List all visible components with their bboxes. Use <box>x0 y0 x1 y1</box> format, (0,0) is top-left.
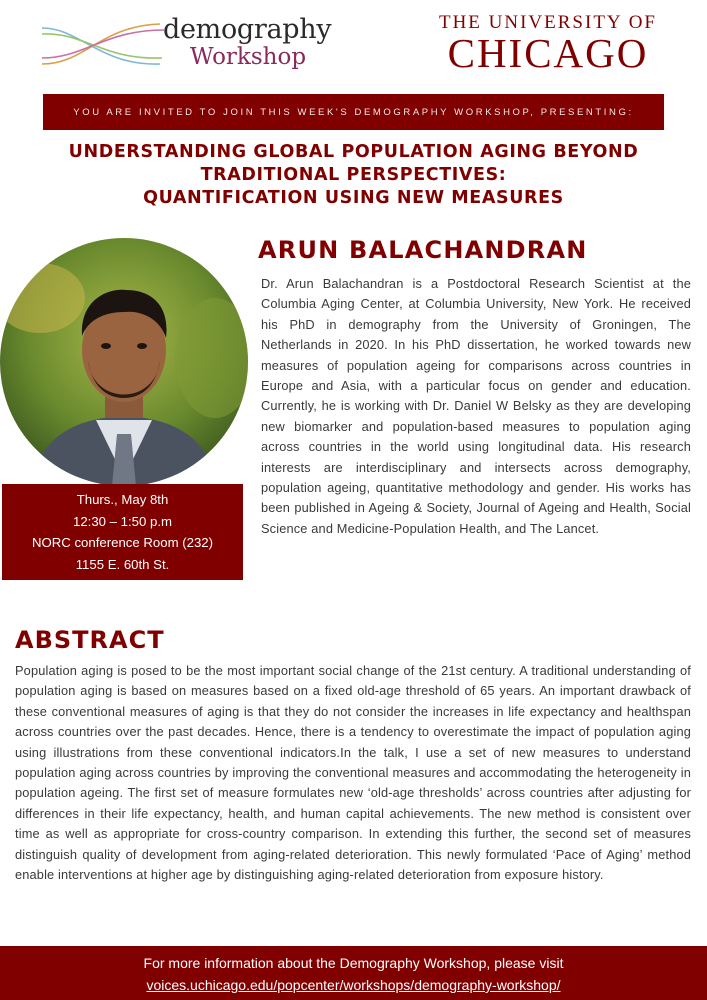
university-line2: CHICAGO <box>447 30 649 76</box>
invite-banner: YOU ARE INVITED TO JOIN THIS WEEK'S DEMOGRAPHY WORKSHOP, PRESENTING: <box>43 94 664 130</box>
demography-workshop-logo <box>40 10 332 72</box>
talk-title-line: TRADITIONAL PERSPECTIVES: <box>200 165 507 185</box>
event-date: Thurs., May 8th <box>76 492 169 507</box>
event-address: 1155 E. 60th St. <box>75 556 170 572</box>
speaker-photo <box>0 238 248 486</box>
event-details <box>2 484 243 580</box>
talk-title-line: QUANTIFICATION USING NEW MEASURES <box>143 188 564 208</box>
speaker-bio: Dr. Arun Balachandran is a Postdoctoral Research Scientist at the Columbia Aging Center, at Columbia University, New York. He received his PhD in demography from the University of Groningen, The Netherlands in 2020. In his PhD dissertation, he worked towards new measures of population ageing for comparisons across countries in Europe and Asia, with a particular focus on gender and education. Currently, he is working with Dr. Daniel W Belsky as they are developing new biomarker and population-based measures to population aging across countries in the world using longitudinal data. His research interests are interdisciplinary and intersects across demography, population ageing, quantitative methodology and gender. His works has been published in Ageing & Society, Journal of Ageing and Health, Social Science and Medicine-Population Health, and The Lancet. <box>261 276 691 536</box>
university-logo <box>438 12 657 76</box>
logo-curves-icon <box>40 14 170 70</box>
talk-title <box>40 141 667 210</box>
workshop-link[interactable]: voices.uchicago.edu/popcenter/workshops/demography-workshop/ <box>146 977 561 993</box>
footer-text: For more information about the Demography Workshop, please visit <box>143 955 564 971</box>
event-room: NORC conference Room (232) <box>31 535 214 550</box>
speaker-name: ARUN BALACHANDRAN <box>258 236 588 264</box>
abstract-text: Population aging is posed to be the most important social change of the 21st century. A traditional understanding of population aging is based on measures based on a fixed old-age threshold of 65 years. An important drawback of these conventional measures of aging is that they do not consider the increases in life expectancy and healthspan across countries over the past decades. Hence, there is a tendency to overestimate the impact of population aging using illustrations from these conventional indicators.In the talk, I use a set of new measures to understand population aging across countries by improving the conventional measures and accommodating the heterogeneity in population ageing. The first set of measure formulates new ‘old-age thresholds’ across countries after adjusting for differences in their life expectancy, health, and human capital achievements. The new method is consistent over time as well as appropriate for cross-country comparison. In extending this further, the second set of measures distinguish quality of development from aging-related deterioration. This newly formulated ‘Pace of Aging’ method enable interventions at higher age by distinguishing aging-related deterioration from exposure history. <box>15 663 691 883</box>
talk-title-line: UNDERSTANDING GLOBAL POPULATION AGING BEYOND <box>68 142 639 162</box>
event-time: 12:30 – 1:50 p.m <box>73 513 172 529</box>
logo-word-workshop: Workshop <box>190 44 307 70</box>
university-line1: THE UNIVERSITY OF <box>438 12 657 33</box>
abstract-heading: ABSTRACT <box>15 626 165 654</box>
footer-banner <box>0 946 707 1000</box>
logo-word-demography: demography <box>163 14 332 45</box>
speaker-portrait-image <box>0 238 248 486</box>
